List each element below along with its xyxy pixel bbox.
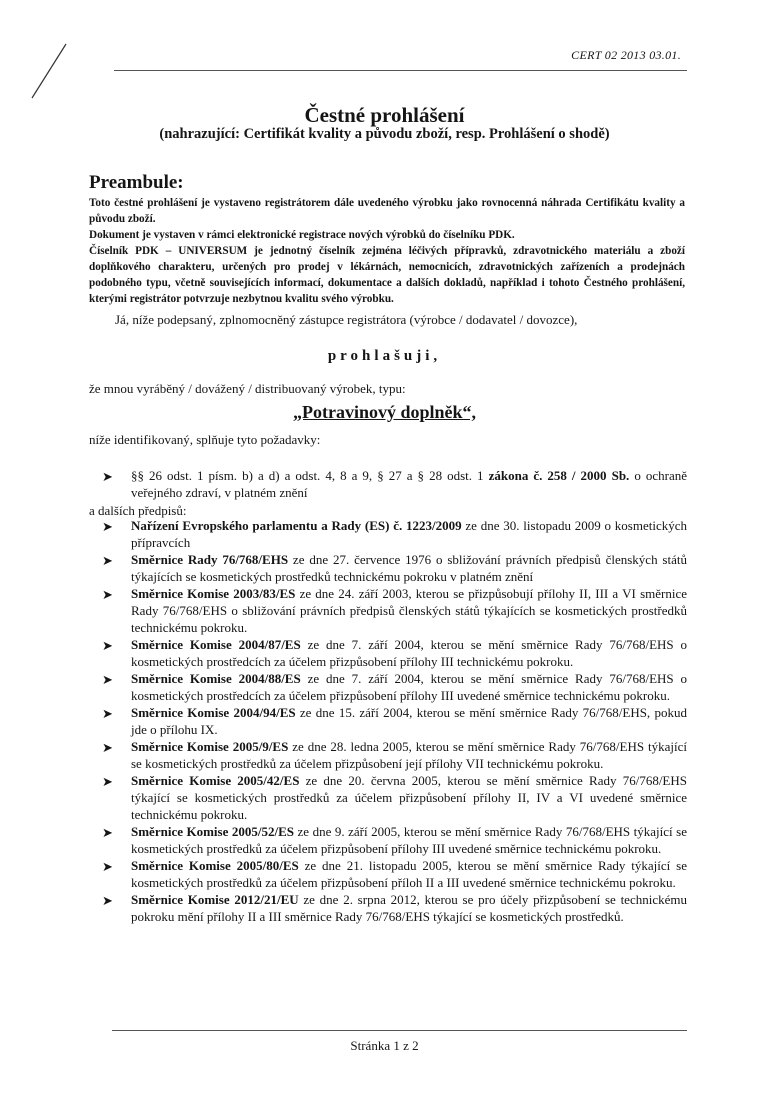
header-rule	[114, 70, 687, 71]
arrow-bullet-icon: ➤	[102, 587, 113, 602]
regulation-item: ➤ Nařízení Evropského parlamentu a Rady (ES) č. 1223/2009 ze dne 30. listopadu 2009 o kosmetických přípravcích	[102, 518, 687, 550]
arrow-bullet-icon: ➤	[102, 859, 113, 874]
declaration-verb: prohlašuji,	[327, 348, 442, 364]
regulations-list	[89, 517, 687, 925]
regulation-item: ➤ Směrnice Komise 2005/80/ES ze dne 21. listopadu 2005, kterou se mění směrnice Rady týkající se kosmetických prostředků za účelem přizpůsobení příloh II a III uvedené směrnice technickému pokroku.	[102, 858, 687, 890]
preamble-paragraph: Číselník PDK – UNIVERSUM je jednotný číselník zejména léčivých přípravků, zdravotnického materiálu a zboží doplňkového charakteru, určených pro prodej v lékárnách, nemocnicích, zdravotnických zařízeních a prodejnách podobného typu, včetně souvisejících informací, dokumentace a dalších dokladů, například i tohoto Čestného prohlášení, kterými registrátor potvrzuje nezbytnou kvalitu svého výrobku.	[89, 245, 685, 305]
declaration-intro: Já, níže podepsaný, zplnomocněný zástupce registrátora (výrobce / dodavatel / dovozce),	[115, 312, 578, 327]
arrow-bullet-icon: ➤	[102, 706, 113, 721]
law-section	[89, 467, 687, 519]
preamble-heading: Preambule:	[89, 172, 184, 193]
preamble-paragraph: Dokument je vystaven v rámci elektronické registrace nových výrobků do číselníku PDK.	[89, 229, 515, 241]
product-type: „Potravinový doplněk“,	[292, 402, 477, 422]
arrow-bullet-icon: ➤	[102, 638, 113, 653]
arrow-bullet-icon: ➤	[102, 519, 113, 534]
regulation-item: ➤ Směrnice Komise 2003/83/ES ze dne 24. září 2003, kterou se přizpůsobují přílohy II, III a VI směrnice Rady 76/768/EHS o sbližování právních předpisů členských států týkajících se kosmetických prostředků technickému pokroku.	[102, 586, 687, 635]
arrow-bullet-icon: ➤	[102, 553, 113, 568]
regulation-item: ➤ Směrnice Komise 2005/9/ES ze dne 28. ledna 2005, kterou se mění směrnice Rady 76/768/EHS týkající se kosmetických prostředků za účelem přizpůsobení její přílohy VII technickému pokroku.	[102, 739, 687, 771]
footer-rule	[112, 1030, 687, 1031]
document-code: CERT 02 2013 03.01.	[571, 48, 681, 62]
regulation-item: ➤ Směrnice Komise 2005/52/ES ze dne 9. září 2005, kterou se mění směrnice Rady 76/768/EHS týkající se kosmetických prostředků za účelem přizpůsobení přílohy III uvedené směrnice technickému pokroku.	[102, 824, 687, 856]
page-number: Stránka 1 z 2	[350, 1038, 419, 1053]
pen-stroke-mark	[30, 40, 70, 100]
arrow-bullet-icon: ➤	[102, 469, 113, 484]
page-subtitle: (nahrazující: Certifikát kvality a původu zboží, resp. Prohlášení o shodě)	[159, 126, 610, 142]
regulation-item: ➤ Směrnice Komise 2004/87/ES ze dne 7. září 2004, kterou se mění směrnice Rady 76/768/EHS o kosmetických prostředcích za účelem přizpůsobení přílohy III technickému pokroku.	[102, 637, 687, 669]
regulation-item: ➤ Směrnice Komise 2004/88/ES ze dne 7. září 2004, kterou se mění směrnice Rady 76/768/EHS o kosmetických prostředcích za účelem přizpůsobení přílohy III uvedené směrnice technickému pokroku.	[102, 671, 687, 703]
arrow-bullet-icon: ➤	[102, 774, 113, 789]
regulation-item: ➤ Směrnice Komise 2004/94/ES ze dne 15. září 2004, kterou se mění směrnice Rady 76/768/EHS, pokud jde o přílohu IX.	[102, 705, 687, 737]
preamble-paragraph: Toto čestné prohlášení je vystaveno registrátorem dále uvedeného výrobku jako rovnocenná náhrada Certifikátu kvality a původu zboží.	[89, 197, 685, 225]
other-regulations-label: a dalších předpisů:	[89, 503, 187, 518]
regulation-item: ➤ Směrnice Rady 76/768/EHS ze dne 27. července 1976 o sbližování právních předpisů členských států týkajících se kosmetických prostředků technickému pokroku v platném znění	[102, 552, 687, 584]
preamble-text	[89, 195, 685, 307]
page-title: Čestné prohlášení	[304, 103, 465, 127]
product-line: že mnou vyráběný / dovážený / distribuovaný výrobek, typu:	[89, 381, 406, 396]
regulation-item: ➤ Směrnice Komise 2005/42/ES ze dne 20. června 2005, kterou se mění směrnice Rady 76/768/EHS týkající se kosmetických prostředků za účelem přizpůsobení přílohy II, IV a VI uvedené směrnice technickému pokroku.	[102, 773, 687, 822]
arrow-bullet-icon: ➤	[102, 740, 113, 755]
requirements-intro: níže identifikovaný, splňuje tyto požadavky:	[89, 432, 321, 447]
regulation-item: ➤ Směrnice Komise 2012/21/EU ze dne 2. srpna 2012, kterou se pro účely přizpůsobení se technickému pokroku mění přílohy II a III směrnice Rady 76/768/EHS týkající se kosmetických prostředků.	[102, 892, 687, 924]
arrow-bullet-icon: ➤	[102, 672, 113, 687]
law-item: ➤ §§ 26 odst. 1 písm. b) a d) a odst. 4, 8 a 9, § 27 a § 28 odst. 1 zákona č. 258 / 2000 Sb. o ochraně veřejného zdraví, v platném znění	[102, 468, 687, 500]
arrow-bullet-icon: ➤	[102, 893, 113, 908]
arrow-bullet-icon: ➤	[102, 825, 113, 840]
